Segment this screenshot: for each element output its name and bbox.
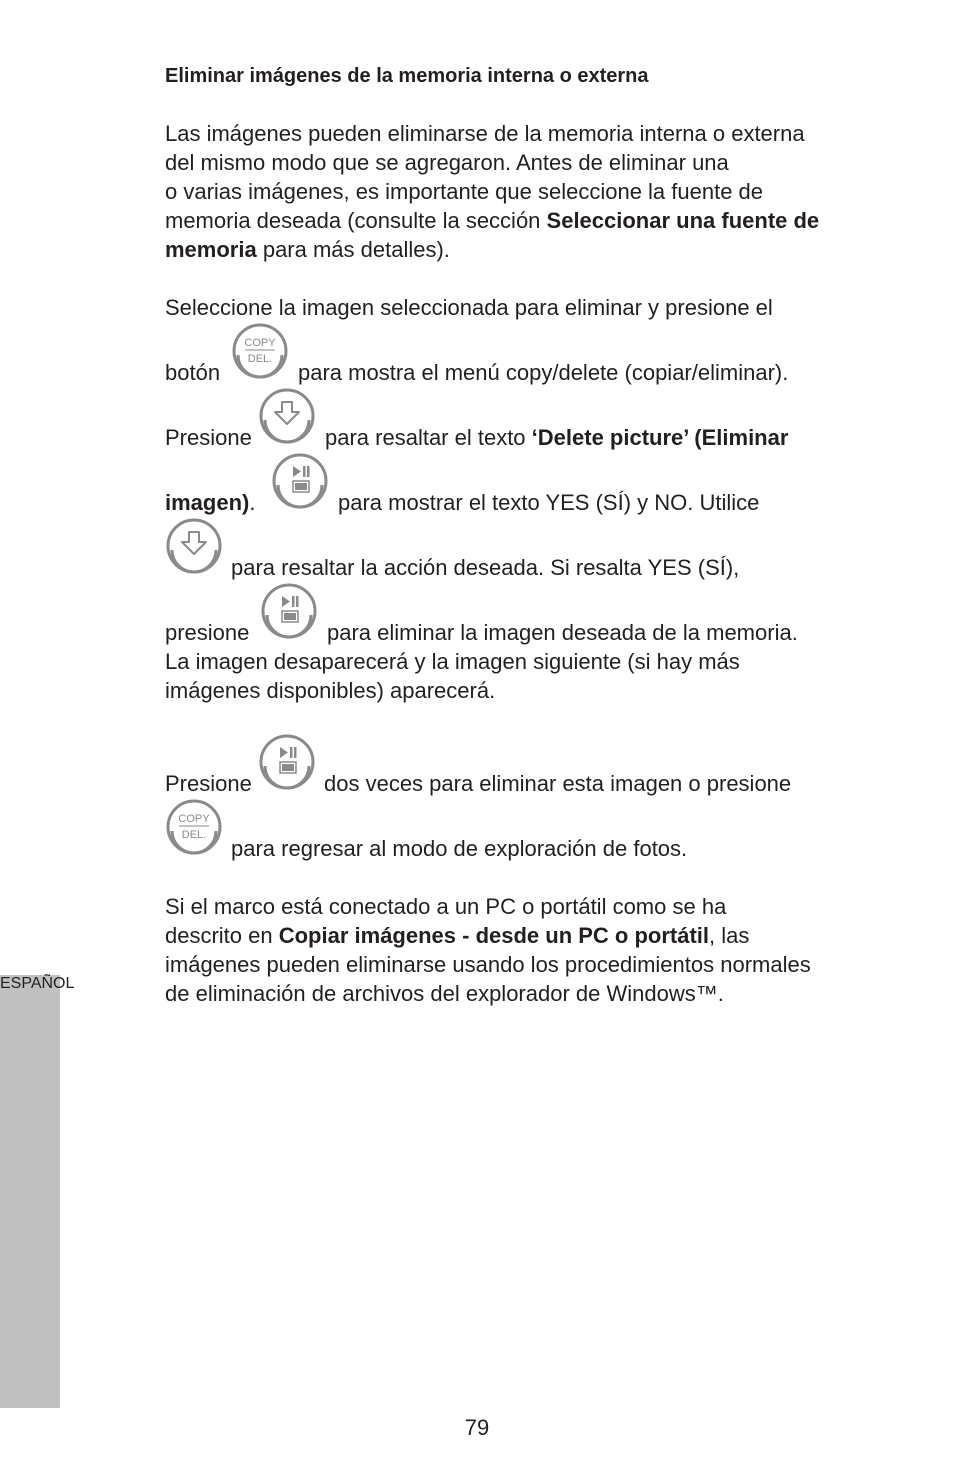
p1-line1: Las imágenes pueden eliminarse de la memoria interna o externa bbox=[165, 121, 805, 146]
page-number: 79 bbox=[464, 1415, 490, 1440]
p2-line3a: Presione bbox=[165, 425, 252, 450]
play-pause-button-icon bbox=[261, 583, 317, 639]
p1-line3: o varias imágenes, es importante que seleccione la fuente de bbox=[165, 179, 764, 204]
play-pause-button-icon bbox=[259, 734, 315, 790]
p4-line1: Si el marco está conectado a un PC o portátil como se ha bbox=[165, 894, 727, 919]
p2-line3 bbox=[325, 423, 788, 452]
p2-line8: imágenes disponibles) aparecerá. bbox=[165, 678, 496, 703]
play-pause-button-icon bbox=[272, 453, 328, 509]
down-arrow-button-icon bbox=[259, 388, 315, 444]
p2-line2a: botón bbox=[165, 360, 221, 385]
p4-line3: imágenes pueden eliminarse usando los procedimientos normales bbox=[165, 952, 811, 977]
p2-line7: La imagen desaparecerá y la imagen siguiente (si hay más bbox=[165, 649, 740, 674]
down-arrow-button-icon bbox=[166, 518, 222, 574]
del-label: DEL. bbox=[181, 829, 207, 841]
p3-line2: para regresar al modo de exploración de fotos. bbox=[231, 836, 688, 861]
p4-line4: de eliminación de archivos del explorador de Windows™. bbox=[165, 981, 724, 1006]
p2-line3-text: para resaltar el texto bbox=[325, 425, 532, 450]
p1-line5-text: para más detalles). bbox=[256, 237, 450, 262]
language-side-tab bbox=[0, 975, 60, 1408]
p4-line2-tail: , las bbox=[709, 923, 750, 948]
p2-line4-bold: imagen) bbox=[165, 490, 250, 515]
p4-line2-text: descrito en bbox=[165, 923, 279, 948]
p2-line6a: presione bbox=[165, 620, 250, 645]
p3-line1a: Presione bbox=[165, 771, 252, 796]
p2-line1: Seleccione la imagen seleccionada para eliminar y presione el bbox=[165, 295, 773, 320]
copy-label: COPY bbox=[178, 813, 210, 825]
p2-line2b: para mostra el menú copy/delete (copiar/eliminar). bbox=[298, 360, 789, 385]
p1-line5-bold: memoria bbox=[165, 237, 257, 262]
copy-del-button-icon bbox=[166, 799, 222, 855]
copy-del-button-icon bbox=[232, 323, 288, 379]
p1-line4 bbox=[165, 206, 819, 235]
p2-line4c: para mostrar el texto YES (SÍ) y NO. Utilice bbox=[338, 490, 760, 515]
p2-line5: para resaltar la acción deseada. Si resalta YES (SÍ), bbox=[231, 555, 740, 580]
p1-line4-bold: Seleccionar una fuente de bbox=[546, 208, 820, 233]
language-tab-label: ESPAÑOL bbox=[0, 975, 75, 992]
p2-line3-bold: ‘Delete picture’ (Eliminar bbox=[531, 425, 789, 450]
p1-line2: del mismo modo que se agregaron. Antes de eliminar una bbox=[165, 150, 729, 175]
p2-line4-dot: . bbox=[249, 490, 256, 515]
p4-line2-bold: Copiar imágenes - desde un PC o portátil bbox=[278, 923, 710, 948]
p2-line6b: para eliminar la imagen deseada de la memoria. bbox=[327, 620, 798, 645]
p1-line4-text: memoria deseada (consulte la sección bbox=[165, 208, 547, 233]
p4-line2 bbox=[165, 921, 749, 950]
p1-line5 bbox=[165, 235, 450, 264]
p2-line4a bbox=[165, 488, 255, 517]
del-label: DEL. bbox=[247, 353, 273, 365]
copy-label: COPY bbox=[244, 337, 276, 349]
p3-line1b: dos veces para eliminar esta imagen o presione bbox=[324, 771, 792, 796]
section-heading: Eliminar imágenes de la memoria interna o externa bbox=[165, 65, 649, 87]
